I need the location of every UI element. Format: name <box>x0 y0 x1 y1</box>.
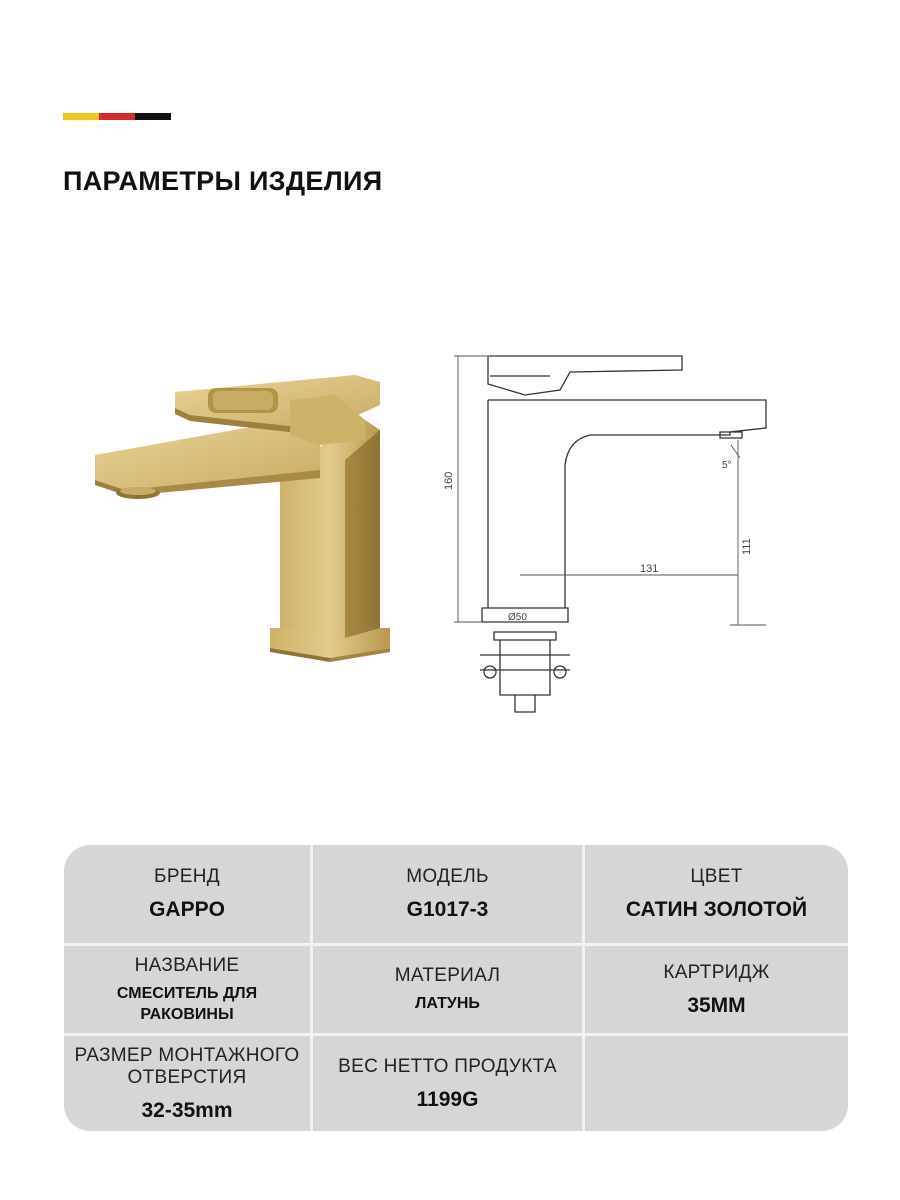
spec-material <box>313 946 585 1036</box>
spec-label: КАРТРИДЖ <box>663 961 770 983</box>
spec-value: GAPPO <box>149 898 225 921</box>
brand-flag-stripe <box>63 113 171 120</box>
spec-value: 35MM <box>687 993 746 1017</box>
spec-label: БРЕНД <box>154 866 220 887</box>
dim-height-total: 160 <box>443 471 455 490</box>
flag-stripe-yellow <box>63 113 99 120</box>
dim-height-spout: 111 <box>741 538 753 555</box>
spec-value-line: СМЕСИТЕЛЬ ДЛЯ <box>116 984 258 1002</box>
faucet-product-image <box>80 360 410 680</box>
spec-label: ЦВЕТ <box>690 866 743 887</box>
spec-value: САТИН ЗОЛОТОЙ <box>625 898 808 921</box>
spec-value: ЛАТУНЬ <box>415 995 480 1012</box>
spec-value: G1017-3 <box>406 898 489 921</box>
spec-cartridge <box>585 946 848 1036</box>
spec-label: ВЕС НЕТТО ПРОДУКТА <box>338 1055 557 1077</box>
spec-model <box>313 845 585 946</box>
spec-empty <box>585 1036 848 1131</box>
flag-stripe-black <box>135 113 171 120</box>
spec-label-line: РАЗМЕР МОНТАЖНОГО <box>74 1044 300 1066</box>
dim-reach: 131 <box>640 563 659 575</box>
spec-value <box>117 983 257 1025</box>
dim-angle: 5° <box>722 460 732 471</box>
spec-label: МОДЕЛЬ <box>406 866 489 887</box>
spec-value-line: РАКОВИНЫ <box>140 1005 234 1023</box>
flag-stripe-red <box>99 113 135 120</box>
specs-table <box>64 845 848 1131</box>
faucet-technical-drawing <box>430 340 790 730</box>
spec-name <box>64 946 313 1036</box>
spec-value: 1199G <box>416 1087 479 1111</box>
dim-base: Ø50 <box>508 612 527 623</box>
spec-weight <box>313 1036 585 1131</box>
spec-value: 32-35mm <box>141 1098 233 1122</box>
spec-brand <box>64 845 313 946</box>
spec-label: МАТЕРИАЛ <box>394 965 501 986</box>
spec-label-line: ОТВЕРСТИЯ <box>127 1066 247 1088</box>
page-title: ПАРАМЕТРЫ ИЗДЕЛИЯ <box>63 166 383 196</box>
spec-label <box>75 1045 300 1089</box>
spec-color <box>585 845 848 946</box>
spec-label: НАЗВАНИЕ <box>134 954 240 976</box>
spec-mount-hole <box>64 1036 313 1131</box>
